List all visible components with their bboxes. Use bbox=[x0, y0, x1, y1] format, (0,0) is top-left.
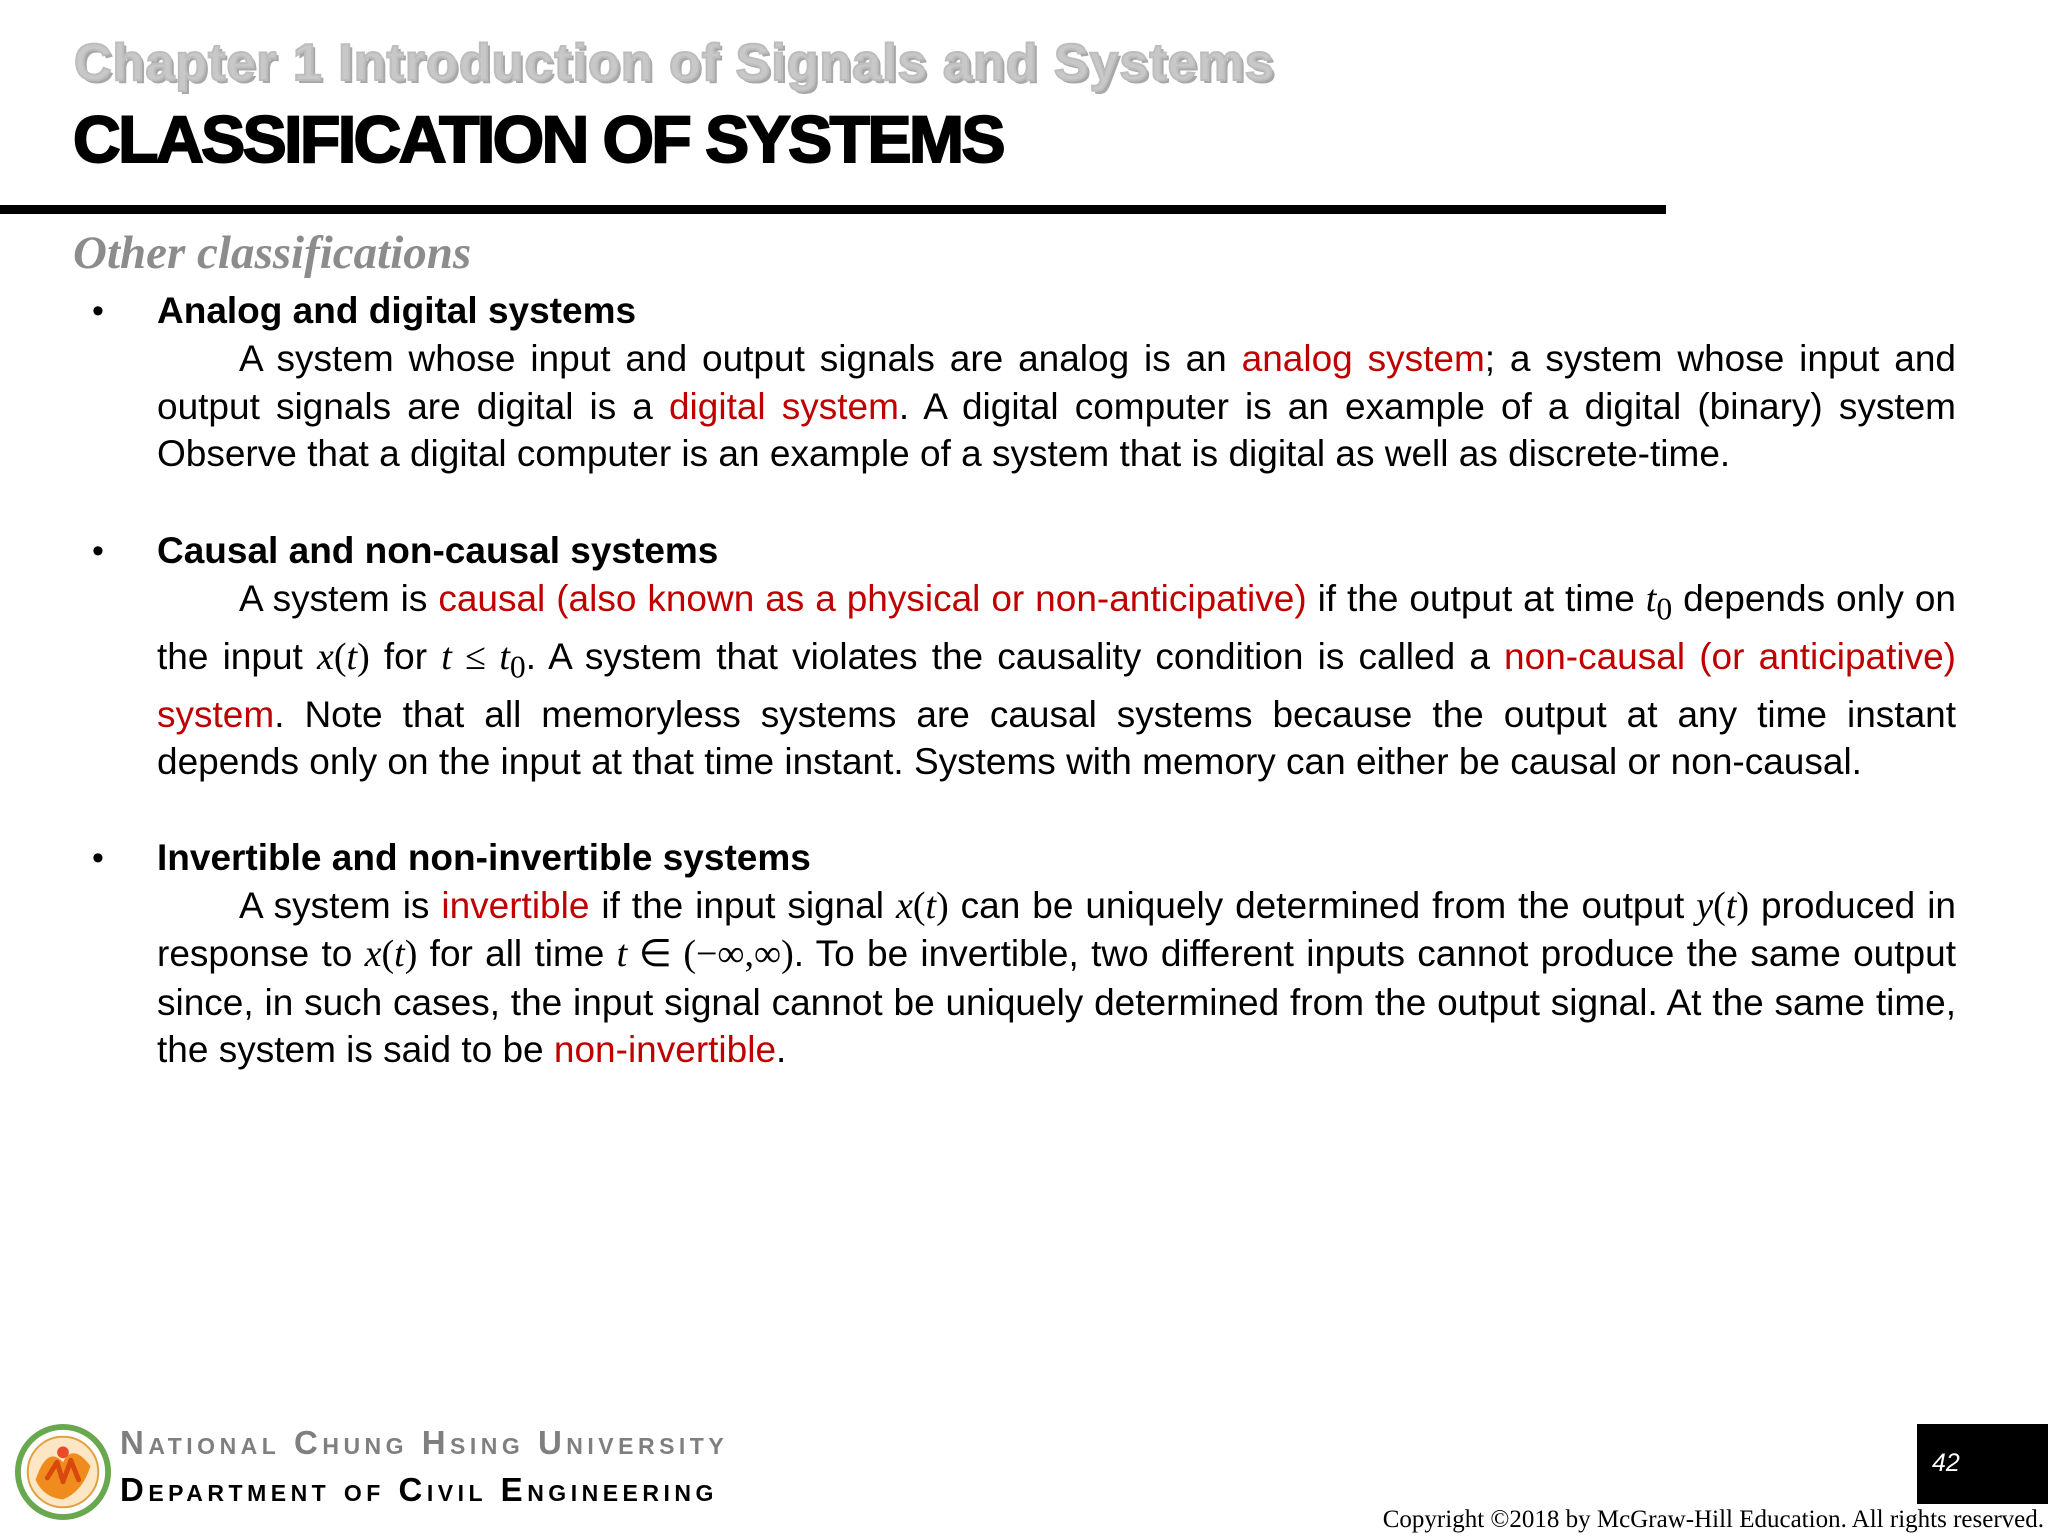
highlight-term: non-invertible bbox=[553, 1029, 777, 1071]
highlight-term: invertible bbox=[441, 884, 590, 926]
bullet-paragraph: A system is causal (also known as a physical or non-anticipative) if the output at time $t_0$ depends only on the input x(t) for $t \le t_0$. A system that violates the causality condition is called a non-causal (or anticipative) system. Note that all memoryless systems are causal systems because the output at any time instant depends only on the input at that time instant. Systems with memory can either be causal or non-causal. bbox=[157, 577, 1956, 783]
highlight-term: analog system bbox=[1241, 338, 1485, 379]
section-subtitle: Other classifications bbox=[73, 227, 472, 279]
bullet-analog-digital bbox=[0, 287, 1956, 478]
math-expression: y(t) bbox=[1696, 884, 1750, 927]
page-number: 42 bbox=[1932, 1449, 1960, 1477]
highlight-term: non-causal (or anticipative) system bbox=[157, 635, 1956, 735]
highlight-term: digital system bbox=[668, 385, 899, 427]
bullet-causal bbox=[0, 527, 1956, 786]
bullet-heading: Invertible and non-invertible systems bbox=[157, 836, 811, 878]
footer-university-name: National Chung Hsing University bbox=[120, 1424, 729, 1461]
university-logo bbox=[14, 1423, 112, 1521]
copyright-notice: Copyright ©2018 by McGraw-Hill Education. All rights reserved. bbox=[1382, 1506, 2044, 1533]
math-expression: x(t) bbox=[895, 884, 949, 927]
bullet-dot: • bbox=[92, 838, 104, 877]
math-expression: x(t) bbox=[316, 635, 370, 678]
bullet-dot: • bbox=[92, 531, 104, 570]
math-expression: t ∈ (−∞,∞) bbox=[616, 933, 794, 976]
bullet-paragraph: A system is invertible if the input signal x(t) can be uniquely determined from the output y(t) produced in response to x(t) for all time t ∈ (−∞,∞). To be invertible, two different inputs cannot produce the same output since, in such cases, the input signal cannot be uniquely determined from the output signal. At the same time, the system is said to be non-invertible. bbox=[157, 884, 1956, 1071]
bullet-heading: Causal and non-causal systems bbox=[157, 529, 719, 571]
math-expression: $t \le t_0$ bbox=[441, 635, 526, 685]
slide-title: CLASSIFICATION OF SYSTEMS bbox=[73, 102, 1003, 176]
title-divider bbox=[0, 205, 1666, 214]
bullet-invertible bbox=[0, 834, 1956, 1074]
slide-body bbox=[0, 287, 2048, 1074]
footer-department-name: Department of Civil Engineering bbox=[120, 1471, 718, 1508]
math-expression: $t_0$ bbox=[1645, 577, 1673, 627]
bullet-paragraph: A system whose input and output signals are analog is an analog system; a system whose input and output signals are digital is a digital system. A digital computer is an example of a digital (binary) system Observe that a digital computer is an example of a system that is digital as well as discrete-time. bbox=[157, 338, 1956, 474]
bullet-dot: • bbox=[92, 292, 104, 330]
math-expression: x(t) bbox=[364, 933, 418, 976]
chapter-title: Chapter 1 Introduction of Signals and Systems bbox=[74, 34, 1275, 92]
highlight-term: causal (also known as a physical or non-anticipative) bbox=[438, 577, 1307, 619]
bullet-heading: Analog and digital systems bbox=[157, 290, 637, 331]
